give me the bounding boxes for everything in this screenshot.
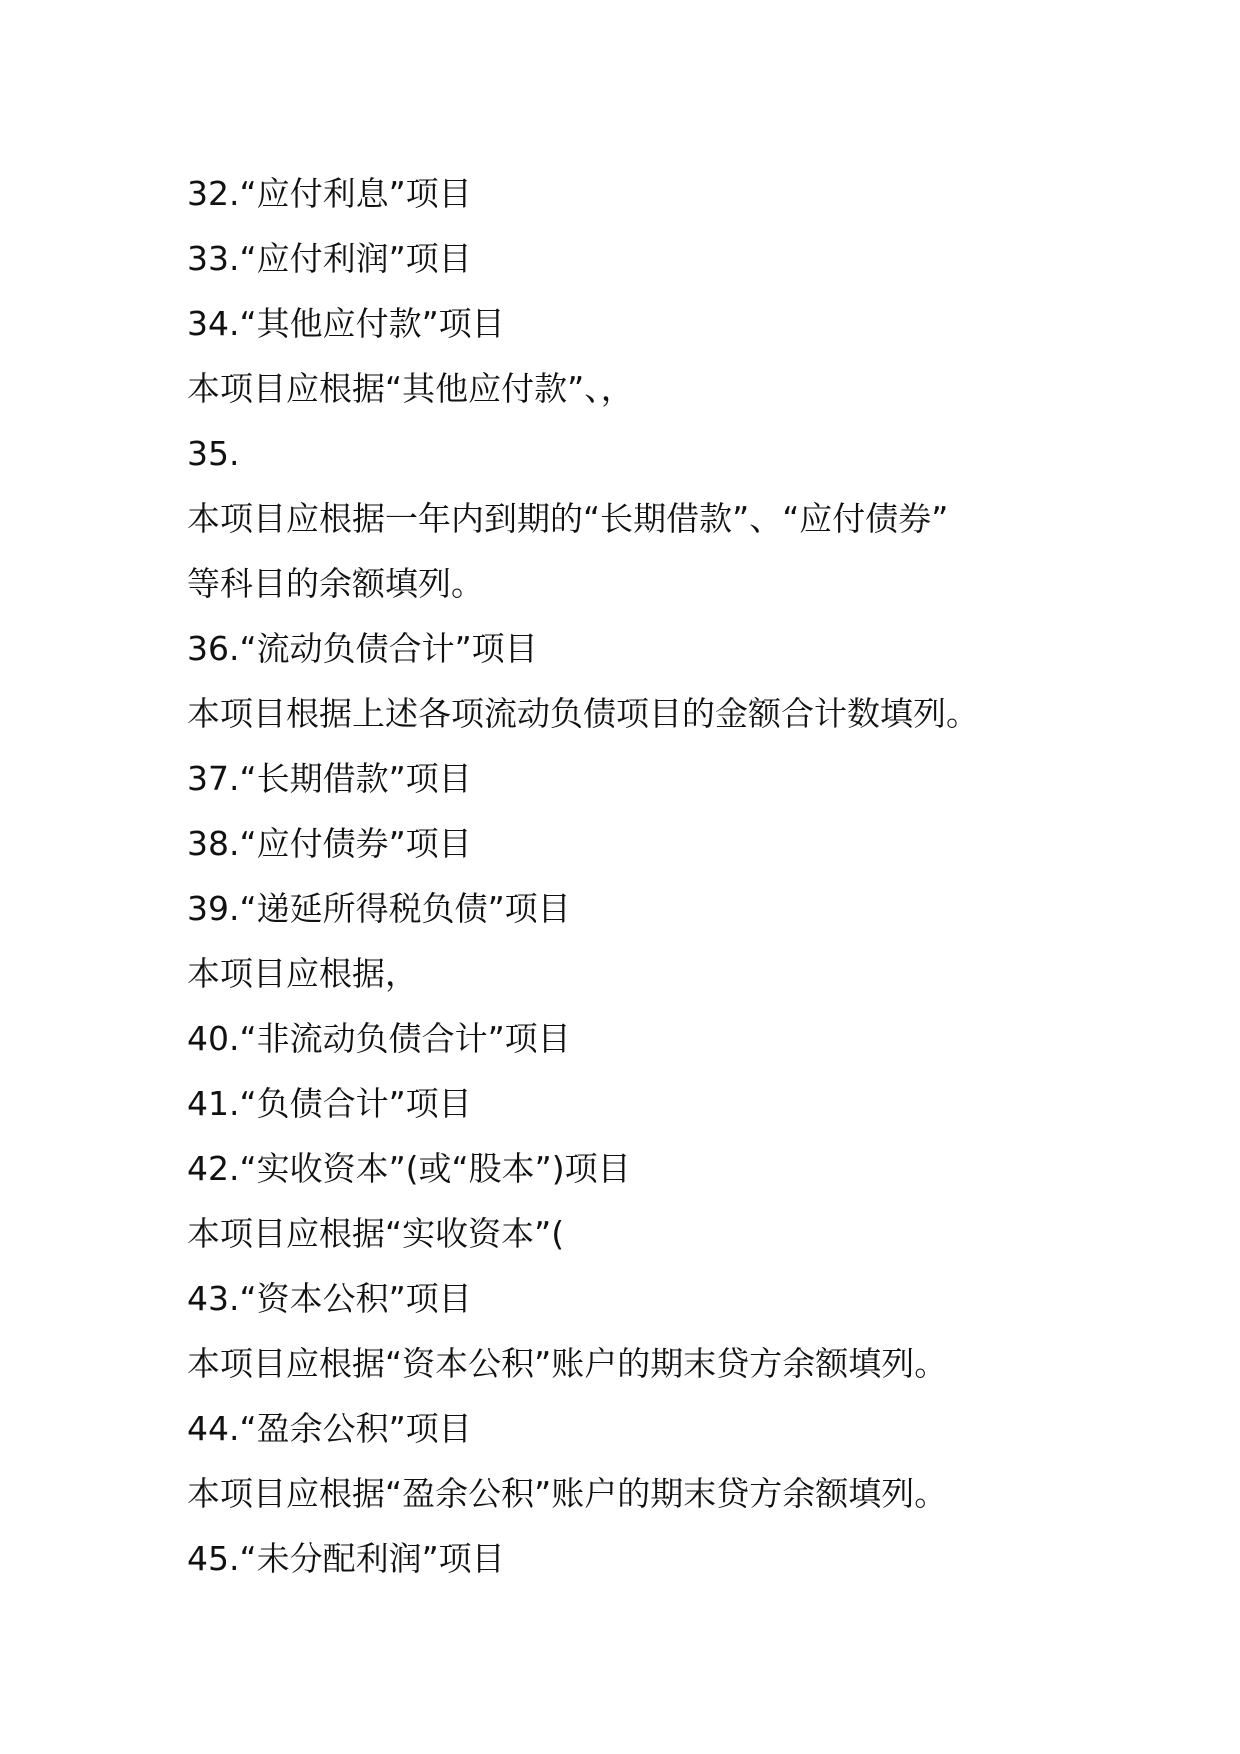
text-line: 本项目应根据， [187, 954, 418, 993]
text-line: 32.“应付利息”项目 [187, 174, 472, 213]
text-line: 本项目应根据“盈余公积”账户的期末贷方余额填列。 [187, 1474, 948, 1513]
text-line: 36.“流动负债合计”项目 [187, 629, 538, 668]
text-line: 44.“盈余公积”项目 [187, 1409, 472, 1448]
document-body [187, 168, 1087, 1598]
text-line: 38.“应付债券”项目 [187, 824, 472, 863]
text-line: 37.“长期借款”项目 [187, 759, 472, 798]
text-line: 40.“非流动负债合计”项目 [187, 1019, 571, 1058]
text-line: 45.“未分配利润”项目 [187, 1539, 505, 1578]
text-line: 本项目应根据“资本公积”账户的期末贷方余额填列。 [187, 1344, 948, 1383]
text-line: 等科目的余额填列。 [187, 564, 484, 603]
text-line: 41.“负债合计”项目 [187, 1084, 472, 1123]
text-line: 本项目根据上述各项流动负债项目的金额合计数填列。 [187, 694, 979, 733]
text-line: 本项目应根据一年内到期的“长期借款”、“应付债券” [187, 499, 949, 538]
text-line: 33.“应付利润”项目 [187, 239, 472, 278]
text-line: 35. [187, 434, 240, 473]
text-line: 34.“其他应付款”项目 [187, 304, 505, 343]
text-line: 42.“实收资本”(或“股本”)项目 [187, 1149, 631, 1188]
text-line: 本项目应根据“实收资本”( [187, 1214, 565, 1253]
text-line: 43.“资本公积”项目 [187, 1279, 472, 1318]
text-line: 本项目应根据“其他应付款”、， [187, 369, 634, 408]
text-line: 39.“递延所得税负债”项目 [187, 889, 571, 928]
